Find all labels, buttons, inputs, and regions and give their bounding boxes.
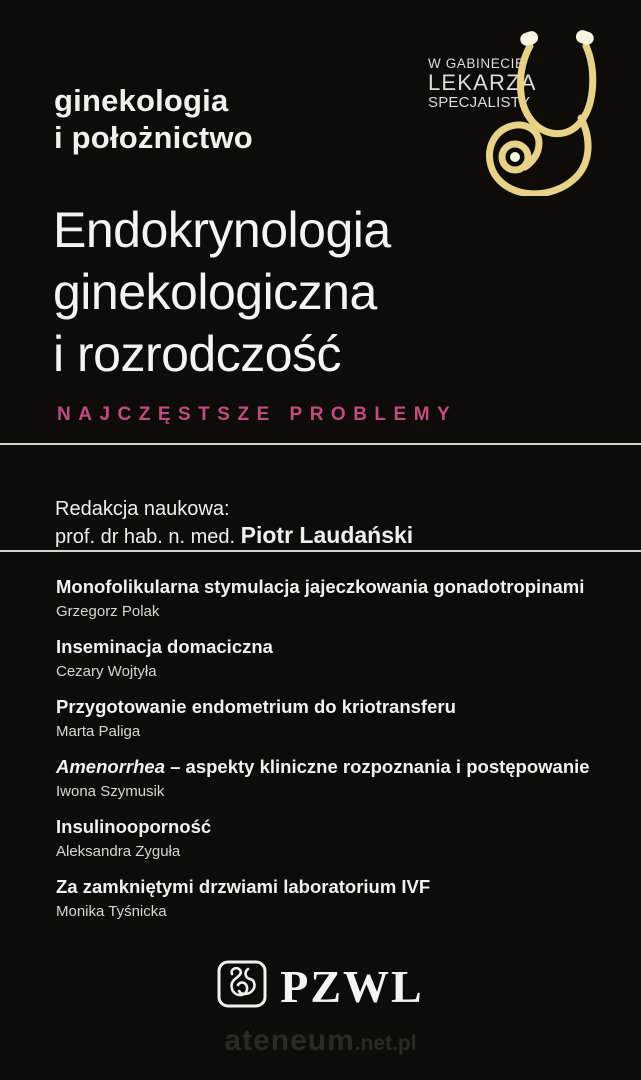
editors-strip — [0, 443, 641, 552]
chapter-title: Insulinooporność — [56, 816, 212, 837]
book-subtitle: NAJCZĘSTSZE PROBLEMY — [57, 404, 458, 425]
chapter-title: Inseminacja domaciczna — [56, 636, 273, 657]
watermark-main: ateneum — [224, 1024, 355, 1057]
chapter-author: Cezary Wojtyła — [56, 663, 157, 680]
title-line-3: i rozrodczość — [53, 326, 342, 382]
list-item — [56, 695, 621, 742]
series-label — [54, 82, 253, 156]
chapter-author: Marta Paliga — [56, 723, 141, 740]
series-line-1: ginekologia — [54, 83, 229, 118]
editors-label: Redakcja naukowa: — [55, 498, 230, 520]
list-item — [56, 575, 621, 622]
badge-line-2: LEKARZA — [428, 70, 537, 95]
title-line-2: ginekologiczna — [53, 264, 377, 320]
chapter-author: Monika Tyśnicka — [56, 903, 167, 920]
chapter-title: Amenorrhea – aspekty kliniczne rozpoznania i postępowanie — [56, 756, 590, 777]
badge-line-3: SPECJALISTY — [428, 94, 531, 111]
pzwl-snake-icon — [217, 960, 267, 1013]
list-item — [56, 815, 621, 862]
chapter-author: Iwona Szymusik — [56, 783, 165, 800]
editor-name: Piotr Laudański — [240, 522, 414, 548]
chapter-author: Grzegorz Polak — [56, 603, 160, 620]
watermark — [0, 1024, 641, 1058]
list-item — [56, 635, 621, 682]
stethoscope-icon — [468, 26, 628, 201]
list-item — [56, 875, 621, 922]
chapter-title: Monofolikularna stymulacja jajeczkowania gonadotropinami — [56, 576, 585, 597]
list-item — [56, 755, 621, 802]
editors-name-line — [55, 521, 641, 551]
chapter-title: Przygotowanie endometrium do kriotransferu — [56, 696, 456, 717]
watermark-suffix: .net.pl — [354, 1032, 417, 1055]
chapters-list — [56, 575, 621, 935]
badge-line-1: W GABINECIE — [428, 56, 525, 71]
series-line-2: i położnictwo — [54, 120, 253, 155]
book-title — [53, 199, 391, 385]
title-line-1: Endokrynologia — [53, 202, 391, 258]
editors-prefix: prof. dr hab. n. med. — [55, 526, 241, 548]
publisher-logo — [0, 960, 641, 1013]
publisher-name: PZWL — [280, 961, 424, 1012]
chapter-author: Aleksandra Zyguła — [56, 843, 181, 860]
chapter-title: Za zamkniętymi drzwiami laboratorium IVF — [56, 876, 431, 897]
